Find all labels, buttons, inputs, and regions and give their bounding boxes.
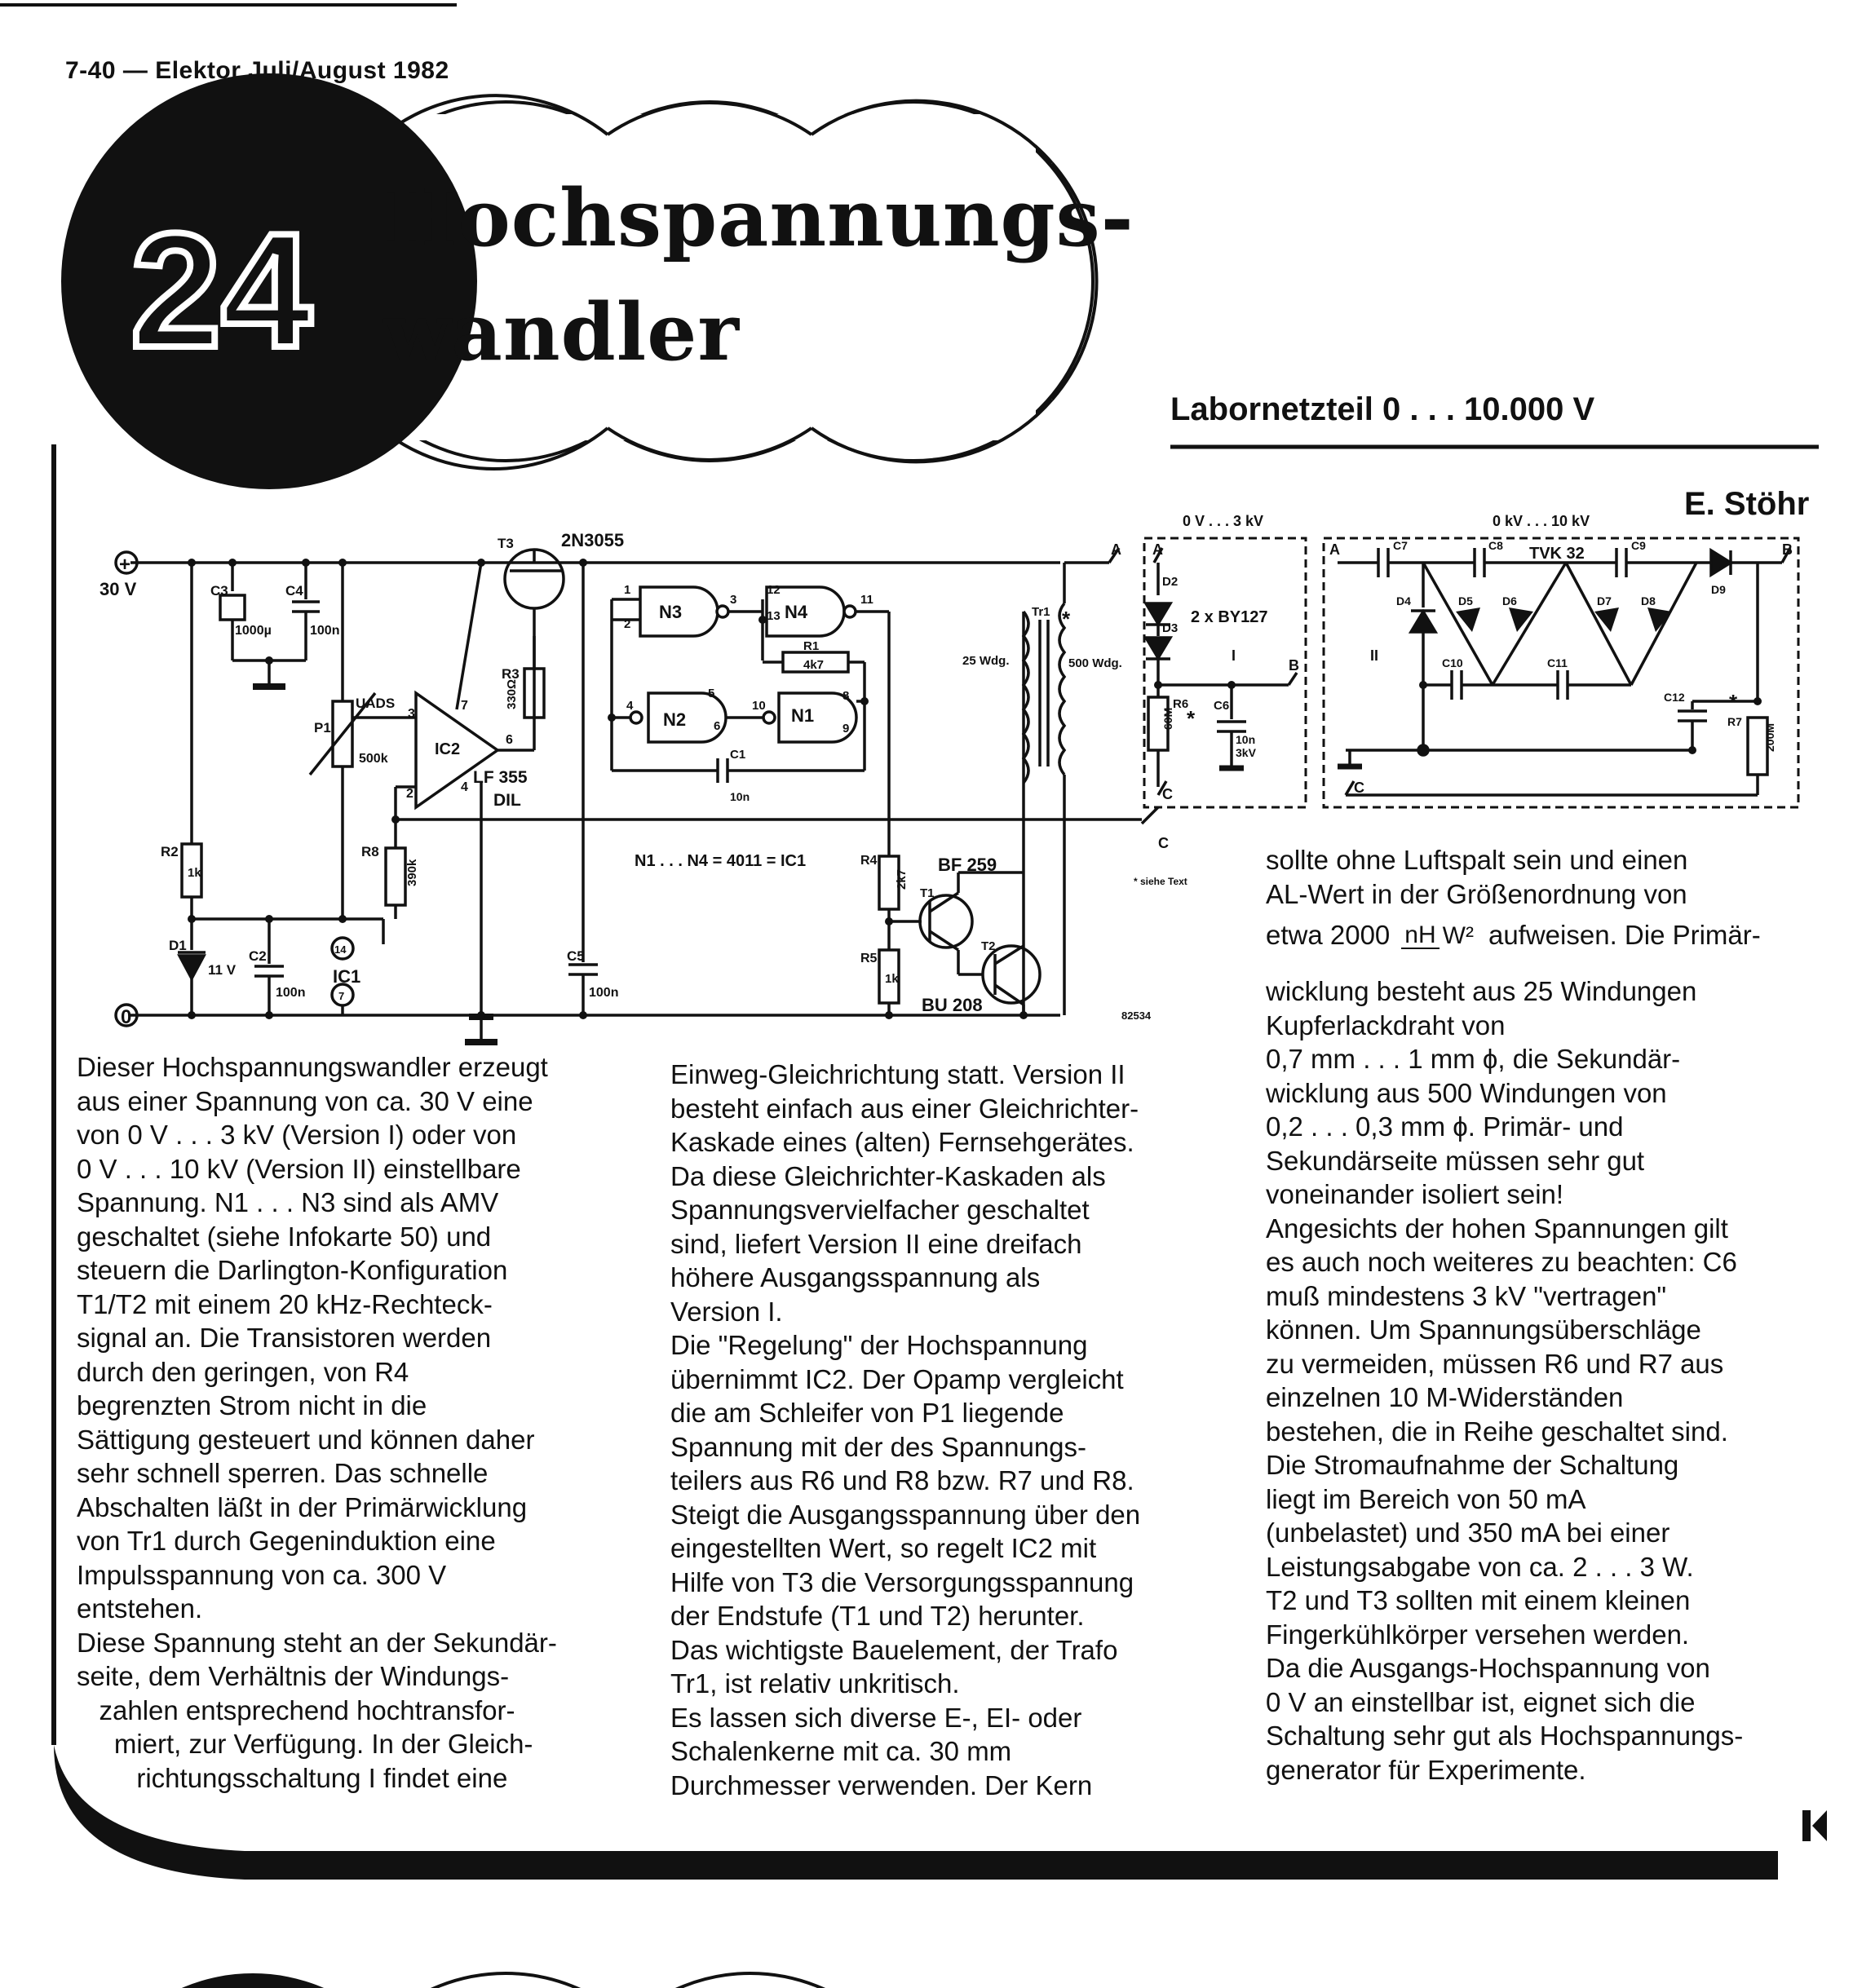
svg-text:2 x BY127: 2 x BY127 (1191, 608, 1268, 626)
svg-text:B: B (1289, 657, 1299, 674)
svg-text:13: 13 (767, 609, 781, 623)
svg-text:6: 6 (506, 733, 513, 747)
svg-text:R5: R5 (860, 952, 878, 965)
svg-text:2k7: 2k7 (895, 868, 909, 890)
article-subtitle: Labornetzteil 0 . . . 10.000 V (1170, 391, 1595, 427)
svg-text:7: 7 (461, 699, 468, 713)
svg-text:R3: R3 (502, 666, 520, 682)
svg-text:T1: T1 (920, 886, 935, 900)
al-value-formula (1266, 918, 1761, 975)
svg-text:6: 6 (714, 719, 721, 733)
svg-text:11: 11 (860, 593, 873, 607)
svg-text:D4: D4 (1396, 594, 1411, 607)
svg-text:DIL: DIL (493, 791, 521, 810)
svg-text:*: * (1062, 607, 1071, 631)
formula-denominator: W² (1442, 921, 1474, 949)
svg-text:330Ω: 330Ω (505, 678, 519, 709)
svg-text:A: A (1329, 541, 1340, 558)
svg-text:B: B (1782, 541, 1793, 558)
svg-text:C6: C6 (1214, 699, 1230, 713)
body-column-3-top: sollte ohne Luftspalt sein und einen AL-Wert in der Größenordnung von (1266, 845, 1688, 909)
svg-text:0 kV . . . 10 kV: 0 kV . . . 10 kV (1493, 513, 1590, 529)
svg-text:BF 259: BF 259 (938, 855, 997, 875)
svg-text:11 V: 11 V (208, 962, 237, 978)
svg-text:82534: 82534 (1121, 1009, 1152, 1022)
svg-text:D3: D3 (1162, 621, 1179, 635)
svg-text:500k: 500k (359, 752, 388, 766)
svg-text:IC2: IC2 (435, 740, 461, 758)
svg-text:C4: C4 (285, 583, 303, 599)
svg-text:TVK 32: TVK 32 (1529, 545, 1585, 563)
svg-text:T2: T2 (981, 939, 996, 953)
svg-text:R6: R6 (1173, 697, 1189, 711)
svg-text:C5: C5 (567, 948, 585, 964)
svg-text:*: * (1187, 706, 1196, 731)
svg-text:C2: C2 (249, 948, 267, 964)
svg-text:C9: C9 (1631, 539, 1646, 552)
svg-text:10: 10 (752, 699, 766, 713)
svg-text:N3: N3 (659, 602, 683, 622)
svg-text:R4: R4 (860, 854, 878, 868)
svg-text:N1 . . . N4 = 4011 = IC1: N1 . . . N4 = 4011 = IC1 (635, 852, 807, 870)
svg-text:0: 0 (121, 1006, 132, 1028)
svg-text:R1: R1 (803, 639, 820, 653)
svg-text:D8: D8 (1641, 594, 1656, 607)
svg-text:14: 14 (334, 943, 347, 956)
formula-numerator: nH (1401, 922, 1439, 950)
svg-text:C8: C8 (1488, 539, 1503, 552)
svg-text:30 V: 30 V (100, 579, 137, 599)
svg-text:C7: C7 (1393, 539, 1408, 552)
svg-text:A: A (1111, 541, 1121, 558)
svg-text:N4: N4 (785, 602, 808, 622)
svg-text:C3: C3 (210, 583, 228, 599)
svg-text:R2: R2 (161, 844, 179, 859)
svg-text:Tr1: Tr1 (1032, 605, 1050, 619)
svg-text:D1: D1 (169, 938, 187, 953)
svg-text:T3: T3 (498, 536, 514, 551)
svg-text:4: 4 (626, 699, 634, 713)
svg-text:D7: D7 (1597, 594, 1612, 607)
svg-text:R7: R7 (1727, 715, 1742, 728)
svg-text:+: + (119, 554, 131, 576)
svg-text:C: C (1162, 786, 1173, 802)
svg-text:10n: 10n (1236, 733, 1256, 746)
svg-text:C10: C10 (1442, 656, 1463, 669)
end-mark-icon (1802, 1810, 1827, 1841)
svg-text:390k: 390k (405, 859, 419, 886)
svg-text:1: 1 (624, 583, 631, 597)
svg-text:100n: 100n (276, 986, 306, 1000)
formula-fraction (1401, 921, 1477, 949)
svg-text:* siehe Text: * siehe Text (1134, 876, 1187, 887)
svg-text:A: A (1152, 541, 1163, 558)
svg-text:D9: D9 (1711, 583, 1726, 596)
svg-text:IC1: IC1 (333, 966, 361, 987)
svg-text:C: C (1158, 835, 1169, 851)
svg-text:60M: 60M (1161, 707, 1174, 730)
svg-text:1000µ: 1000µ (235, 624, 272, 638)
badge-mask (0, 65, 61, 489)
svg-text:4k7: 4k7 (803, 658, 825, 672)
cascade-diodes (1456, 607, 1672, 632)
svg-text:1k: 1k (188, 866, 201, 880)
svg-text:9: 9 (842, 722, 850, 736)
svg-text:D5: D5 (1458, 594, 1473, 607)
svg-text:UADS: UADS (356, 696, 396, 711)
next-article-frame (73, 1973, 930, 1988)
svg-text:500 Wdg.: 500 Wdg. (1068, 656, 1122, 670)
formula-prefix: etwa 2000 (1266, 920, 1391, 951)
svg-text:10n: 10n (730, 790, 750, 803)
article-author: E. Stöhr (1684, 486, 1810, 522)
svg-text:2: 2 (624, 617, 631, 631)
svg-text:25 Wdg.: 25 Wdg. (962, 654, 1010, 668)
body-column-3: wicklung besteht aus 25 Windungen Kupferlackdraht von 0,7 mm . . . 1 mm ϕ, die Sekundär- wicklung aus 500 Windungen von 0,2 . . . 0,3 mm ϕ. Primär- und Sekundärseite müssen sehr gut voneinander isoliert sein! Angesichts der hohen Spannungen gilt es auch noch weiteres zu beachten: C6 muß mindestens 3 kV "vertragen" können. Um Spannungsüberschläge zu vermeiden, müssen R6 und R7 aus einzelnen 10 M-Widerständen bestehen, die in Reihe geschaltet sind. Die Stromaufnahme der Schaltung liegt im Bereich von 50 mA (unbelastet) und 350 mA bei einer Leistungsabgabe von ca. 2 . . . 3 W. T2 und T3 sollten mit einem kleinen Fingerkühlkörper versehen werden. Da die Ausgangs-Hochspannung von 0 V an einstellbar ist, eignet sich die Schaltung sehr gut als Hochspannungs- generator für Experimente. (1266, 976, 1744, 1785)
svg-text:C1: C1 (730, 748, 746, 762)
header-issue: 7-40 — Elektor Juli/August 1982 (65, 57, 449, 84)
svg-text:I: I (1232, 647, 1236, 664)
svg-text:100n: 100n (310, 624, 340, 638)
article-number: 24 (130, 200, 312, 382)
svg-text:0 V . . . 3 kV: 0 V . . . 3 kV (1183, 513, 1264, 529)
svg-text:1k: 1k (885, 972, 899, 986)
svg-text:3kV: 3kV (1236, 746, 1256, 759)
svg-text:LF 355: LF 355 (473, 768, 528, 787)
svg-text:3: 3 (730, 593, 737, 607)
svg-text:D2: D2 (1162, 575, 1179, 589)
svg-text:C: C (1354, 780, 1364, 796)
article-title-line2: wandler (383, 286, 740, 378)
svg-text:200M: 200M (1763, 722, 1776, 752)
body-column-2: Einweg-Gleichrichtung statt. Version II besteht einfach aus einer Gleichrichter- Kaskade eines (alten) Fernsehgerätes. Da diese Gleichrichter-Kaskaden als Spannungsvervielfacher geschaltet sind, liefert Version II eine dreifach höhere Ausgangsspannung als Version I. Die "Regelung" der Hochspannung übernimmt IC2. Der Opamp vergleicht die am Schleifer von P1 liegende Spannung mit der des Spannungs- teilers aus R6 und R8 bzw. R7 und R8. Steigt die Ausgangsspannung über den eingestellten Wert, so regelt IC2 mit Hilfe von T3 die Versorgungsspannung der Endstufe (T1 und T2) herunter. Das wichtigste Bauelement, der Trafo Tr1, ist relativ unkritisch. Es lassen sich diverse E-, EI- oder Schalenkerne mit ca. 30 mm Durchmesser verwenden. Der Kern (670, 1059, 1141, 1800)
svg-text:100n: 100n (589, 986, 619, 1000)
svg-text:II: II (1370, 647, 1379, 664)
svg-text:C12: C12 (1664, 691, 1685, 704)
svg-text:R8: R8 (361, 844, 379, 859)
svg-text:2: 2 (406, 787, 413, 801)
svg-text:2N3055: 2N3055 (561, 530, 625, 550)
svg-text:4: 4 (461, 780, 468, 794)
svg-text:3: 3 (408, 707, 415, 721)
svg-text:N1: N1 (791, 705, 815, 726)
svg-text:D6: D6 (1502, 594, 1517, 607)
body-column-1: Dieser Hochspannungswandler erzeugt aus einer Spannung von ca. 30 V eine von 0 V . . . 3 kV (Version I) oder von 0 V . . . 10 kV (Version II) einstellbare Spannung. N1 . . . N3 sind als AMV geschaltet (siehe Infokarte 50) und steuern die Darlington-Konfiguration T1/T2 mit einem 20 kHz-Rechteck- signal an. Die Transistoren werden durch den geringen, von R4 begrenzten Strom nicht in die Sättigung gesteuert und können daher sehr schnell sperren. Das schnelle Abschalten läßt in der Primärwicklung von Tr1 durch Gegeninduktion eine Impulsspannung von ca. 300 V entstehen. Diese Spannung steht an der Sekundär- seite, dem Verhältnis der Windungs- zahlen entsprechend hochtransfor- miert, zur Verfügung. In der Gleich- richtungsschaltung I findet eine (77, 1052, 557, 1793)
svg-text:*: * (1729, 690, 1738, 714)
svg-text:7: 7 (338, 990, 345, 1002)
article-title-line1: Hochspannungs- (383, 172, 1134, 264)
svg-text:8: 8 (842, 689, 850, 703)
svg-text:P1: P1 (314, 720, 331, 736)
svg-text:5: 5 (708, 687, 715, 700)
svg-text:N2: N2 (663, 709, 687, 730)
svg-text:BU 208: BU 208 (922, 995, 983, 1015)
formula-suffix: aufweisen. Die Primär- (1488, 920, 1761, 951)
svg-text:C11: C11 (1547, 656, 1568, 669)
svg-text:12: 12 (767, 583, 781, 597)
